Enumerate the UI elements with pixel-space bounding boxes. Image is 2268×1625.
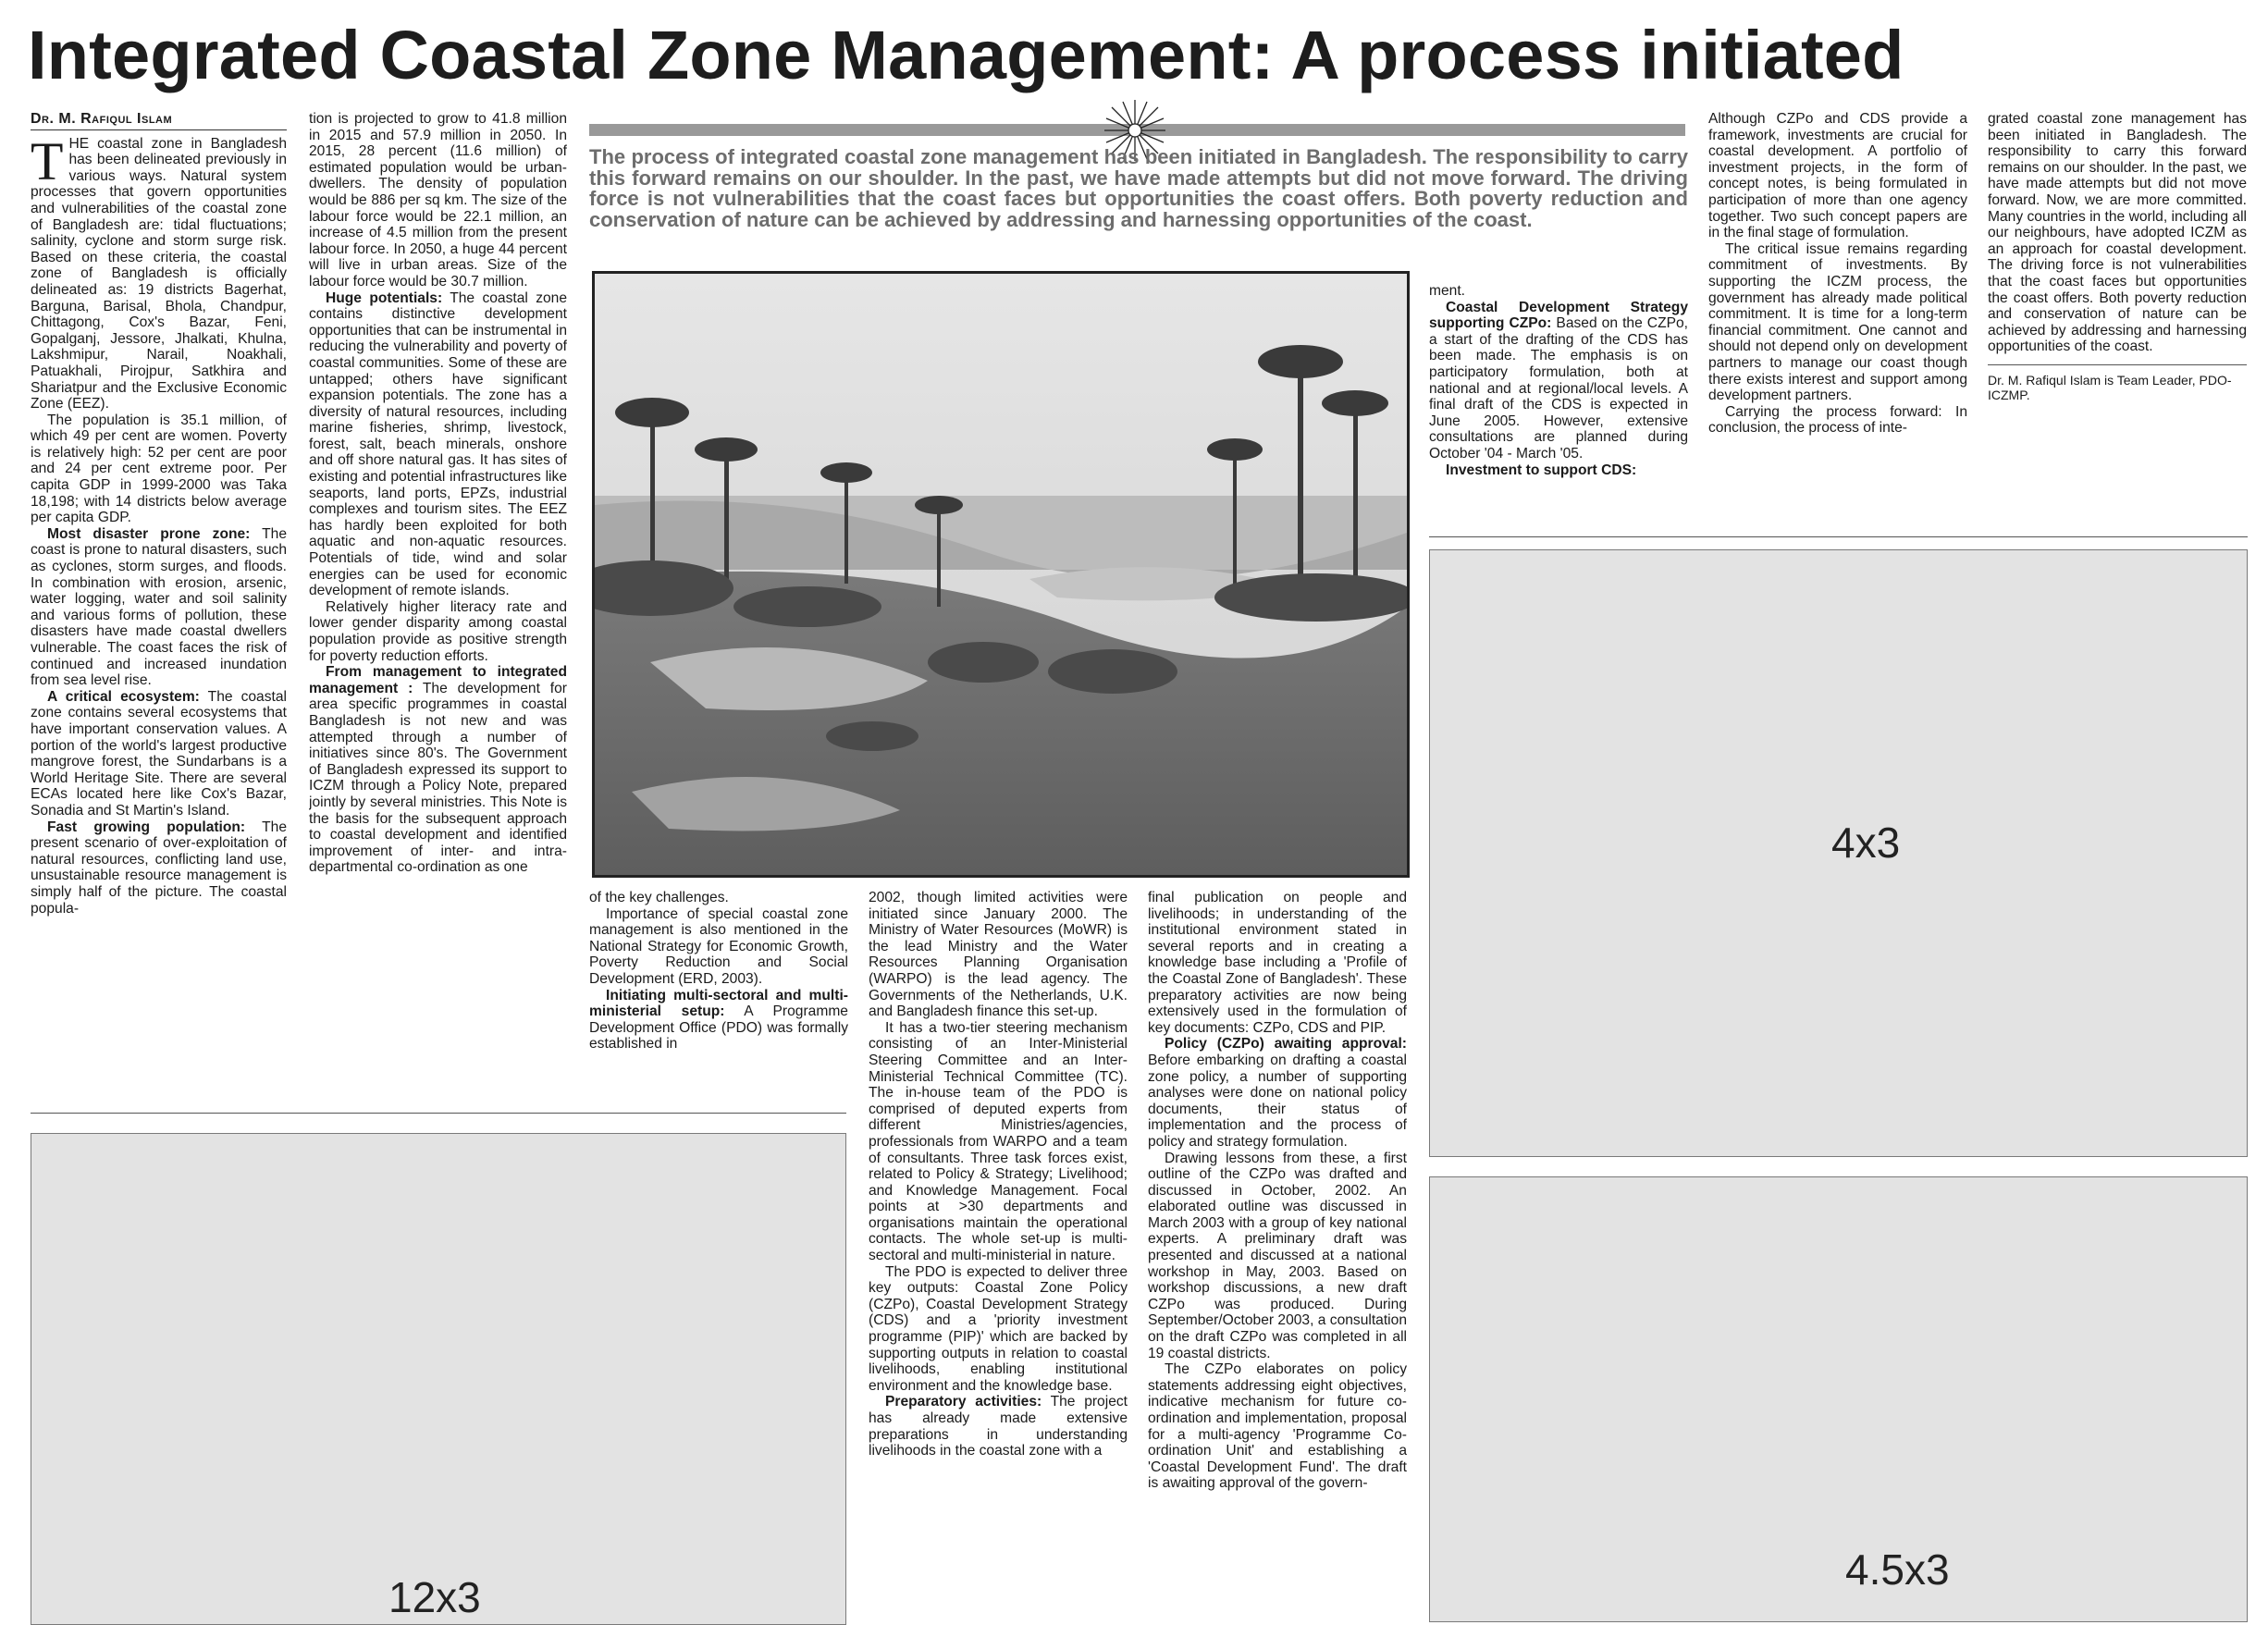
col1-p5: The present scenario of over-exploitation of natural resources, conflicting land use, unsustainable resource management is simply half of the picture. The coastal popula-: [31, 819, 287, 917]
note-rule: [1988, 364, 2247, 365]
column-4: [869, 890, 1128, 1617]
col3-p2: Importance of special coastal zone management is also mentioned in the National Strategy for Economic Growth, Poverty Reduction and Social Development (ERD, 2003).: [589, 905, 848, 987]
col1-p4: The coastal zone contains several ecosystems that have important conservation values. A portion of the world's largest productive mangrove forest, the Sundarbans is a World Heritage Site. There are several ECAs located here like Cox's Bazar, Sonadia and St Martin's Island.: [31, 688, 287, 819]
col4-p3: The PDO is expected to deliver three key outputs: Coastal Zone Policy (CZPo), Coastal Development Strategy (CDS) and a 'priority investment programme (PIP)' which are backed by supporting outputs in relation to coastal livelihoods, enabling institutional environment and the knowledge base.: [869, 1263, 1128, 1394]
col4-p2: It has a two-tier steering mechanism consisting of an Inter-Ministerial Steering Committee and an Inter-Ministerial Technical Committee (TC). The in-house team of the PDO is comprised of deputed experts from different Ministries/agencies, professionals from WARPO and a team of consultants. Three task forces exist, related to Policy & Strategy; Livelihood; and Knowledge Management. Focal points at >30 departments and organisations maintain the operational contacts. The whole set-up is multi-sectoral and multi-ministerial in nature.: [869, 1019, 1128, 1264]
coastal-photo: [592, 271, 1410, 878]
author-note: Dr. M. Rafiqul Islam is Team Leader, PDO-ICZMP.: [1988, 372, 2232, 402]
col7-p2: The critical issue remains regarding commitment of investments. By supporting the ICZM process, the government has already made political commitment. It is time for a long-term financial commitment. One cannot and should not depend only on development partners to manage our coast though there exists interest and support among development partners.: [1708, 240, 1967, 404]
col1-h5: Fast growing population:: [47, 819, 246, 835]
col1-p1: HE coastal zone in Bangladesh has been delineated previously in various ways. Natural system processes that govern opportunities and vulnerabilities of the coastal zone of Bangladesh are: tidal fluctuations; salinity, cyclone and storm surge risk. Based on these criteria, the coastal zone of Bangladesh is officially delineated as: 19 districts Bagerhat, Barguna, Barisal, Bhola, Chandpur, Chittagong, Cox's Bazar, Feni, Gopalganj, Jessore, Jhalkati, Khulna, Lakshmipur, Narail, Noakhali, Patuakhali, Pirojpur, Satkhira and Shariatpur and the Exclusive Economic Zone (EEZ).: [31, 135, 287, 412]
dropcap: T: [31, 130, 64, 191]
col3-p1: of the key challenges.: [589, 890, 729, 905]
headline: Integrated Coastal Zone Management: A process initiated: [28, 17, 1904, 93]
col2-p2: The coastal zone contains distinctive development opportunities that can be instrumental in reducing the vulnerability and poverty of coastal communities. Some of these are untapped; others have significant expansion potentials. The zone has a diversity of natural resources, including marine fisheries, shrimp, livestock, forest, salt, beach minerals, onshore and off shore natural gas. It has sites of existing and potential infrastructures like seaports, land ports, EPZs, industrial complexes and tourism sites. The EEZ has hardly been exploited for both aquatic and non-aquatic resources. Potentials of tide, wind and solar energies can be used for economic development of remote islands.: [309, 289, 567, 599]
ad-label-4.5x3: 4.5x3: [1845, 1545, 1950, 1594]
col1-p3: The coast is prone to natural disasters, such as cyclones, storm surges, and floods. In combination with erosion, arsenic, water logging, water and soil salinity and various forms of pollution, these disasters have made coastal dwellers vulnerable. The coast faces the risk of continued and increased inundation from sea level rise.: [31, 525, 287, 689]
col3-h3: Initiating multi-sectoral and multi-ministerial setup:: [589, 987, 848, 1020]
intro-deck: The process of integrated coastal zone management has been initiated in Bangladesh. The responsibility to carry this forward remains on our shoulder. In the past, we have made attempts but did not move forward. The driving force is not vulnerabilities that the coast faces but opportunities the coast offers. Both poverty reduction and conservation of nature can be achieved by addressing and harnessing opportunities of the coast.: [589, 145, 1688, 231]
col7-p3: Carrying the process forward: In conclusion, the process of inte-: [1708, 403, 1967, 437]
byline-rule: [31, 129, 287, 130]
column-1: [31, 111, 287, 1101]
col1-h4: A critical ecosystem:: [47, 688, 200, 705]
col6-h3: Investment to support CDS:: [1446, 462, 1637, 478]
column-2: [309, 111, 567, 1101]
divider-right: [1429, 536, 2248, 537]
divider-left: [31, 1113, 846, 1114]
col2-p4: The development for area specific programmes in coastal Bangladesh is not new and was attempted through a number of initiatives since 80's. The Government of Bangladesh expressed its support to ICZM through a Policy Note, prepared jointly by several ministries. This Note is the basis for the subsequent approach to coastal development and identified improvement of inter- and intra-departmental co-ordination as one: [309, 680, 567, 876]
col2-p1: tion is projected to grow to 41.8 million in 2015 and 57.9 million in 2050. In 2015, 28 percent (11.6 million) of estimated population would be urban-dwellers. The density of population would be 886 per sq km. The size of the labour force would be 22.1 million, an increase of 4.5 million from the present labour force. In 2050, a huge 44 percent will live in urban areas. Size of the labour force would be 30.7 million.: [309, 111, 567, 289]
col5-p1: final publication on people and livelihoods; in understanding of the institutional environment stated in several reports and in creating a knowledge base including a 'Profile of the Coastal Zone of Bangladesh'. These preparatory activities are now being extensively used in the formulation of key documents: CZPo, CDS and PIP.: [1148, 890, 1407, 1036]
column-8: [1988, 111, 2247, 499]
col5-h2: Policy (CZPo) awaiting approval:: [1165, 1036, 1407, 1053]
column-7: [1708, 111, 1967, 529]
col6-p2: Based on the CZPo, a start of the drafting of the CDS has been made. The emphasis is on participatory formulation, both at national and at regional/local levels. A final draft of the CDS is expected in June 2005. However, extensive consultations are planned during October '04 - March '05.: [1429, 315, 1688, 462]
byline: Dr. M. Rafiqul Islam: [31, 111, 173, 127]
col5-p4: The CZPo elaborates on policy statements addressing eight objectives, indicative mechanism for future co-ordination and implementation, proposal for a multi-agency 'Programme Co-ordination Unit' and establishing a 'Coastal Development Fund'. The draft is awaiting approval of the govern-: [1148, 1361, 1407, 1492]
col6-p1: ment.: [1429, 283, 1465, 299]
col1-h3: Most disaster prone zone:: [47, 525, 251, 542]
coastal-landscape-image: [595, 274, 1407, 875]
col7-p1: Although CZPo and CDS provide a framework, investments are crucial for coastal development. A portfolio of investment projects, in the form of concept notes, is being formulated in participation of more than one agency together. Two such concept papers are in the final stage of formulation.: [1708, 111, 1967, 241]
col5-p2: Before embarking on drafting a coastal zone policy, a number of supporting analyses were done on national policy documents, their status of implementation and the process of policy and strategy formulation.: [1148, 1052, 1407, 1150]
col6-h2: Coastal Development Strategy supporting CZPo:: [1429, 299, 1688, 332]
col4-h4: Preparatory activities:: [885, 1394, 1042, 1410]
col2-h2: Huge potentials:: [326, 289, 443, 306]
col2-h4: From management to integrated management :: [309, 664, 567, 696]
col3-p3: A Programme Development Office (PDO) was formally established in: [589, 1003, 848, 1053]
col1-p2: The population is 35.1 million, of which 49 per cent are women. Poverty is relatively high: 52 per cent are poor and 24 per cent extreme poor. Per capita GDP in 1999-2000 was Taka 18,198; with 14 districts below average per capita GDP.: [31, 412, 287, 526]
col5-p3: Drawing lessons from these, a first outline of the CZPo was drafted and discussed in October, 2002. An elaborated outline was discussed in March 2003 with a group of key national experts. A preliminary draft was presented and discussed at a national workshop in May, 2003. Based on workshop discussions, a new draft CZPo was produced. During September/October 2003, a consultation on the draft CZPo was completed in all 19 coastal districts.: [1148, 1150, 1407, 1361]
column-5: [1148, 890, 1407, 1617]
ad-label-12x3: 12x3: [388, 1573, 481, 1621]
col8-p1: grated coastal zone management has been initiated in Bangladesh. The responsibility to carry this forward remains on our shoulder. In the past, we have made attempts but did not move forward. Now, we are more committed. Many countries in the world, including all our neighbours, have adopted ICZM as an approach for coastal development. The driving force is not vulnerabilities that the coast faces but opportunities the coast offers. Both poverty reduction and conservation of nature can be achieved by addressing and harnessing opportunities of the coast.: [1988, 111, 2247, 355]
ad-box-4.5x3: [1429, 1176, 2248, 1622]
col2-p3: Relatively higher literacy rate and lower gender disparity among coastal population provide as positive strength for poverty reduction efforts.: [309, 598, 567, 664]
col4-p4: The project has already made extensive preparations in understanding livelihoods in the coastal zone with a: [869, 1394, 1128, 1459]
col4-p1: 2002, though limited activities were initiated since January 2000. The Ministry of Water Resources (MoWR) is the lead Ministry and the Water Resources Planning Organisation (WARPO) is the lead agency. The Governments of the Netherlands, U.K. and Bangladesh finance this set-up.: [869, 890, 1128, 1020]
ad-box-12x3: [31, 1133, 846, 1625]
column-3: [589, 890, 848, 1112]
ad-label-4x3: 4x3: [1831, 819, 1901, 867]
column-6: [1429, 283, 1688, 523]
